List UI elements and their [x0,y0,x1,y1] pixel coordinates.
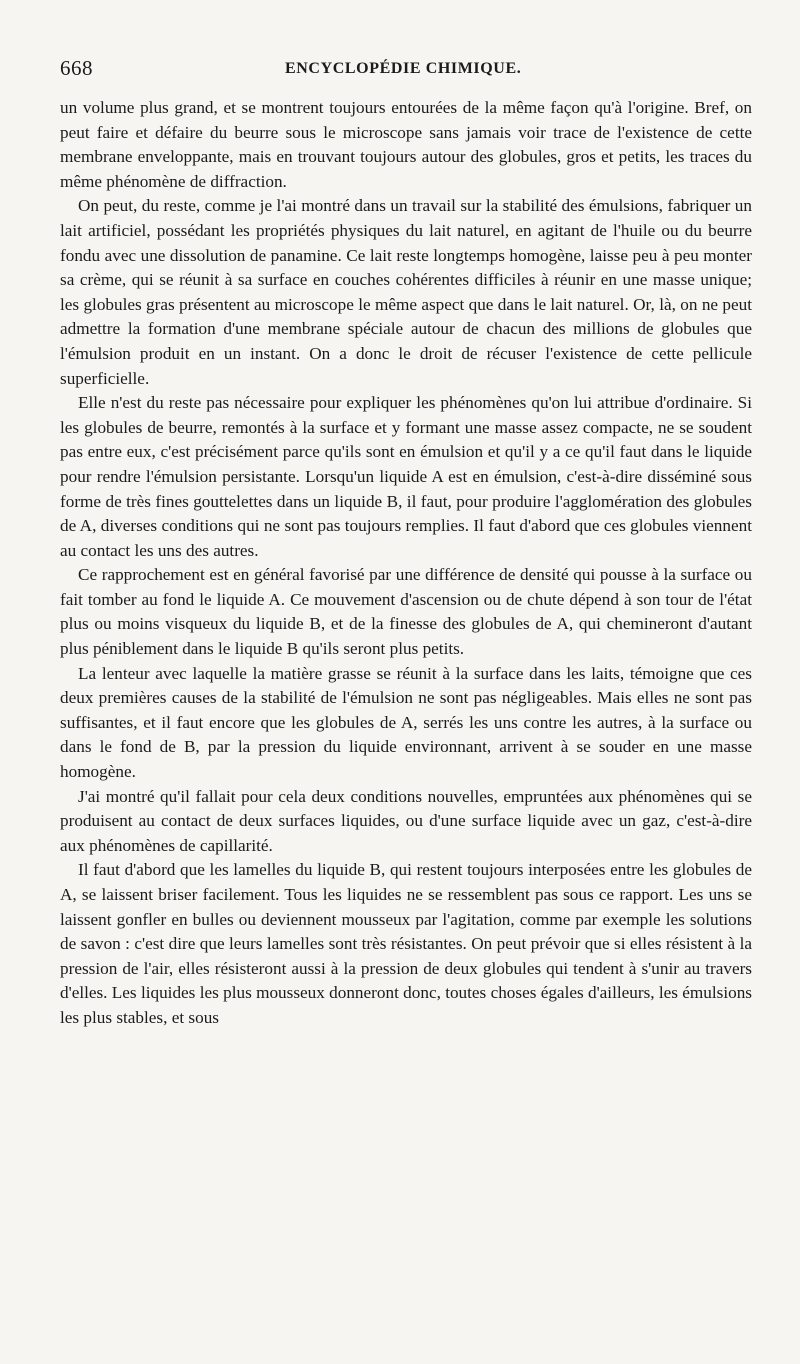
running-title: ENCYCLOPÉDIE CHIMIQUE. [285,60,522,77]
paragraph: La lenteur avec laquelle la matière grasse se réunit à la surface dans les laits, témoigne que ces deux premières causes de la stabilité de l'émulsion ne sont pas négligeables. Mais elles ne sont pas suffisantes, et il faut encore que les globules de A, serrés les uns contre les autres, à la surface ou dans le fond de B, par la pression du liquide environnant, arrivent à se souder en une masse homogène. [60,663,752,782]
paragraph: J'ai montré qu'il fallait pour cela deux conditions nouvelles, empruntées aux phénomènes qui se produisent au contact de deux surfaces liquides, ou d'une surface liquide avec un gaz, c'est-à-dire aux phénomènes de capillarité. [60,786,752,855]
page-header [60,52,752,86]
paragraph: Il faut d'abord que les lamelles du liquide B, qui restent toujours interposées entre les globules de A, se laissent briser facilement. Tous les liquides ne se ressemblent pas sous ce rapport. Les uns se laissent gonfler en bulles ou deviennent mousseux par l'agitation, comme par exemple les solutions de savon : c'est dire que leurs lamelles sont très résistantes. On peut prévoir que si elles résistent à la pression de l'air, elles résisteront aussi à la pression de deux globules qui tendent à s'unir au travers d'elles. Les liquides les plus mousseux donneront donc, toutes choses égales d'ailleurs, les émulsions les plus stables, et sous [60,860,752,1027]
body-text [60,96,752,1031]
paragraph: On peut, du reste, comme je l'ai montré dans un travail sur la stabilité des émulsions, fabriquer un lait artificiel, possédant les propriétés physiques du lait naturel, en agitant de l'huile ou du beurre fondu avec une dissolution de panamine. Ce lait reste longtemps homogène, laisse peu à peu monter sa crème, qui se réunit à sa surface en couches cohérentes difficiles à réunir en une masse unique; les globules gras présentent au microscope le même aspect que dans le lait naturel. Or, là, on ne peut admettre la formation d'une membrane spéciale autour de chacun des millions de globules que l'émulsion produit en un instant. On a donc le droit de récuser l'existence de cette pellicule superficielle. [60,196,752,388]
paragraph: Elle n'est du reste pas nécessaire pour expliquer les phénomènes qu'on lui attribue d'ordinaire. Si les globules de beurre, remontés à la surface et y formant une masse assez compacte, ne se soudent pas entre eux, c'est précisément parce qu'ils sont en émulsion et qu'il y a ce qu'il faut dans le liquide pour rendre l'émulsion persistante. Lorsqu'un liquide A est en émulsion, c'est-à-dire disséminé sous forme de très fines gouttelettes dans un liquide B, il faut, pour produire l'agglomération des globules de A, diverses conditions qui ne sont pas toujours remplies. Il faut d'abord que ces globules viennent au contact les uns des autres. [60,393,752,560]
paragraph: un volume plus grand, et se montrent toujours entourées de la même façon qu'à l'origine. Bref, on peut faire et défaire du beurre sous le microscope sans jamais voir trace de l'existence de cette membrane enveloppante, mais en trouvant toujours autour des globules, gros et petits, les traces du même phénomène de diffraction. [60,98,752,191]
page-number: 668 [60,56,93,80]
paragraph: Ce rapprochement est en général favorisé par une différence de densité qui pousse à la surface ou fait tomber au fond le liquide A. Ce mouvement d'ascension ou de chute dépend à son tour de l'état plus ou moins visqueux du liquide B, et de la finesse des globules de A, qui chemineront d'autant plus péniblement dans le liquide B qu'ils seront plus petits. [60,565,752,659]
